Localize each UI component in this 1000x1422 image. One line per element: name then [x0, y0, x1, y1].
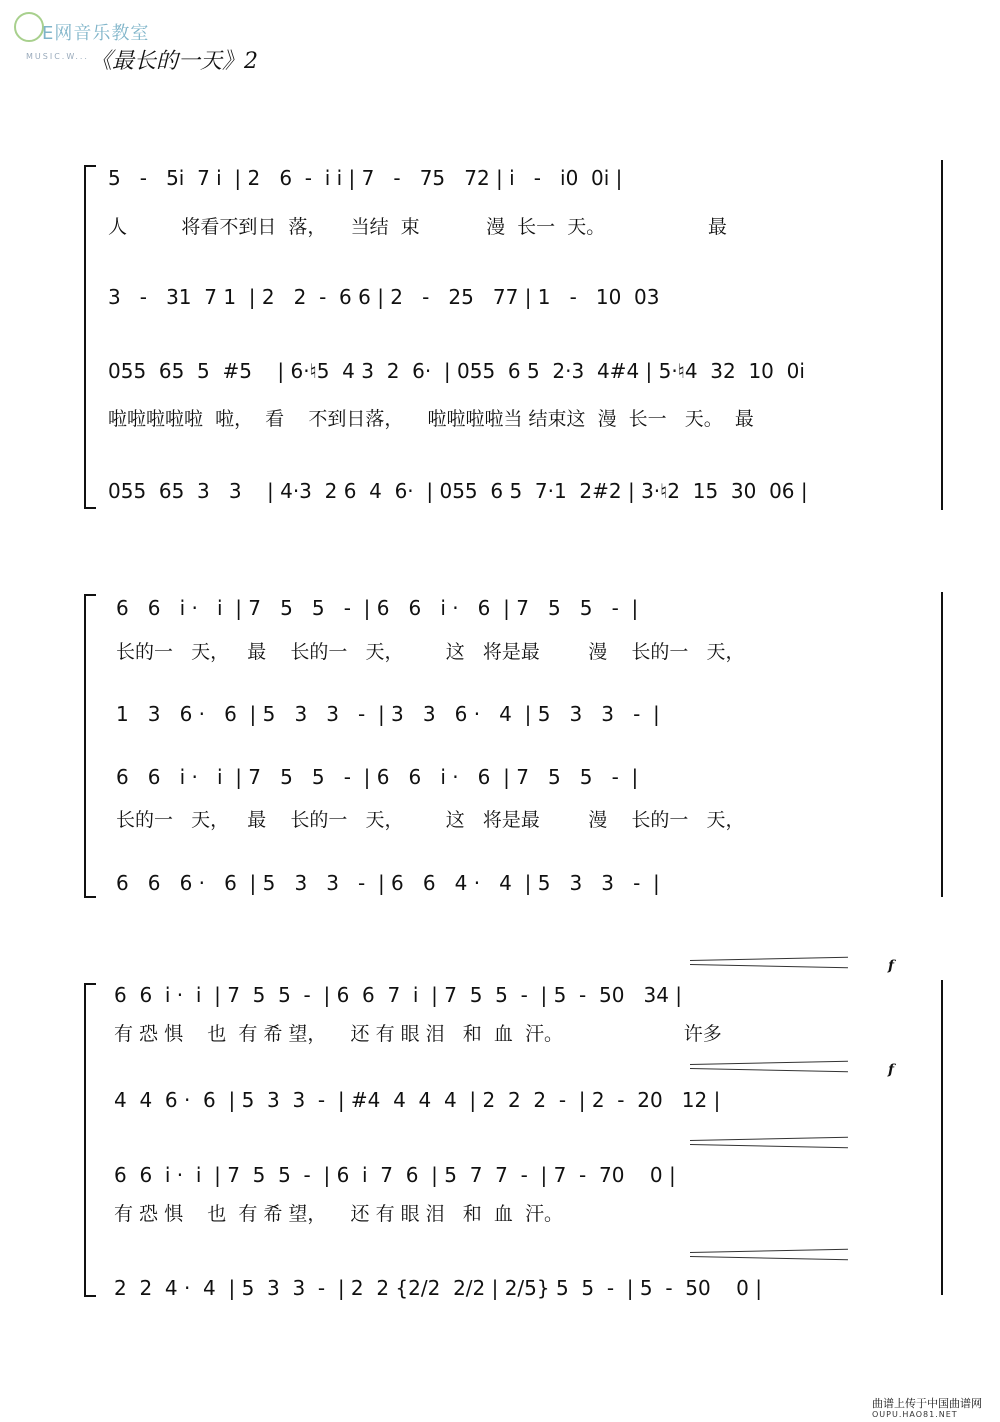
- crescendo-wedge: [690, 1137, 848, 1141]
- system-3-row-2: 有 恐 惧 也 有 希 望， 还 有 眼 泪 和 血 汗。 许多: [114, 1023, 722, 1045]
- system-3-row-3: 4 4 6 · 6 | 5 3 3 - | #4 4 4 4 | 2 2 2 - | 2 - 20 12 |: [114, 1088, 721, 1112]
- system-2-row-3: 1 3 6 · 6 | 5 3 3 - | 3 3 6 · 4 | 5 3 3 - |: [116, 702, 660, 726]
- system-2-row-4: 6 6 i · i | 7 5 5 - | 6 6 i · 6 | 7 5 5 - |: [116, 765, 639, 789]
- crescendo-wedge: [690, 1256, 848, 1260]
- crescendo-wedge: [690, 1061, 848, 1065]
- system-1-row-1: 5 - 5i 7 i | 2 6 - i i | 7 - 75 72 | i - i0 0i |: [108, 166, 623, 190]
- system-3-row-4: 6 6 i · i | 7 5 5 - | 6 i 7 6 | 5 7 7 - | 7 - 70 0 |: [114, 1163, 676, 1187]
- system-1-row-5: 啦啦啦啦啦 啦， 看 不到日落， 啦啦啦啦当 结束这 漫 长一 天。 最: [108, 408, 754, 430]
- system-3-row-6: 2 2 4 · 4 | 5 3 3 - | 2 2 {2/2 2/2 | 2/5} 5 5 - | 5 - 50 0 |: [114, 1276, 762, 1300]
- system-1-row-3: 3 - 31 7 1 | 2 2 - 6 6 | 2 - 25 77 | 1 - 10 03: [108, 285, 660, 309]
- dynamic-forte: f: [888, 958, 895, 974]
- system-3-row-1: 6 6 i · i | 7 5 5 - | 6 6 7 i | 7 5 5 - | 5 - 50 34 |: [114, 983, 683, 1007]
- system-1-row-2: 人 将看不到日 落， 当结 束 漫 长一 天。 最: [108, 216, 727, 238]
- crescendo-wedge: [690, 1068, 848, 1072]
- dynamic-forte: f: [888, 1062, 895, 1078]
- footer-url: OUPU.HAO81.NET: [872, 1410, 958, 1419]
- system-3-end-barline: [941, 980, 943, 1295]
- system-2-row-2: 长的一 天， 最 长的一 天， 这 将是最 漫 长的一 天，: [116, 641, 745, 663]
- crescendo-wedge: [690, 957, 848, 961]
- system-1-row-6: 055 65 3 3 | 4·3 2 6 4 6· | 055 6 5 7·1 2#2 | 3·♮2 15 30 06 |: [108, 479, 808, 503]
- system-2-row-5: 长的一 天， 最 长的一 天， 这 将是最 漫 长的一 天，: [116, 809, 745, 831]
- crescendo-wedge: [690, 1144, 848, 1148]
- site-logo-icon: [14, 12, 44, 42]
- system-1-brace: [84, 165, 96, 509]
- system-2-row-6: 6 6 6 · 6 | 5 3 3 - | 6 6 4 · 4 | 5 3 3 - |: [116, 871, 660, 895]
- score-title: 《最长的一天》2: [90, 49, 258, 74]
- system-2-row-1: 6 6 i · i | 7 5 5 - | 6 6 i · 6 | 7 5 5 - |: [116, 596, 639, 620]
- system-3-row-5: 有 恐 惧 也 有 希 望， 还 有 眼 泪 和 血 汗。: [114, 1203, 563, 1225]
- footer-source: 曲谱上传于中国曲谱网: [872, 1397, 982, 1410]
- site-name: E网音乐教室: [42, 23, 150, 44]
- system-1-row-4: 055 65 5 #5 | 6·♮5 4 3 2 6· | 055 6 5 2·3 4#4 | 5·♮4 32 10 0i: [108, 359, 805, 383]
- system-2-brace: [84, 594, 96, 898]
- site-subname: MUSIC.W...: [26, 52, 89, 61]
- system-3-brace: [84, 983, 96, 1297]
- system-2-end-barline: [941, 592, 943, 897]
- crescendo-wedge: [690, 964, 848, 968]
- crescendo-wedge: [690, 1249, 848, 1253]
- system-1-end-barline: [941, 160, 943, 510]
